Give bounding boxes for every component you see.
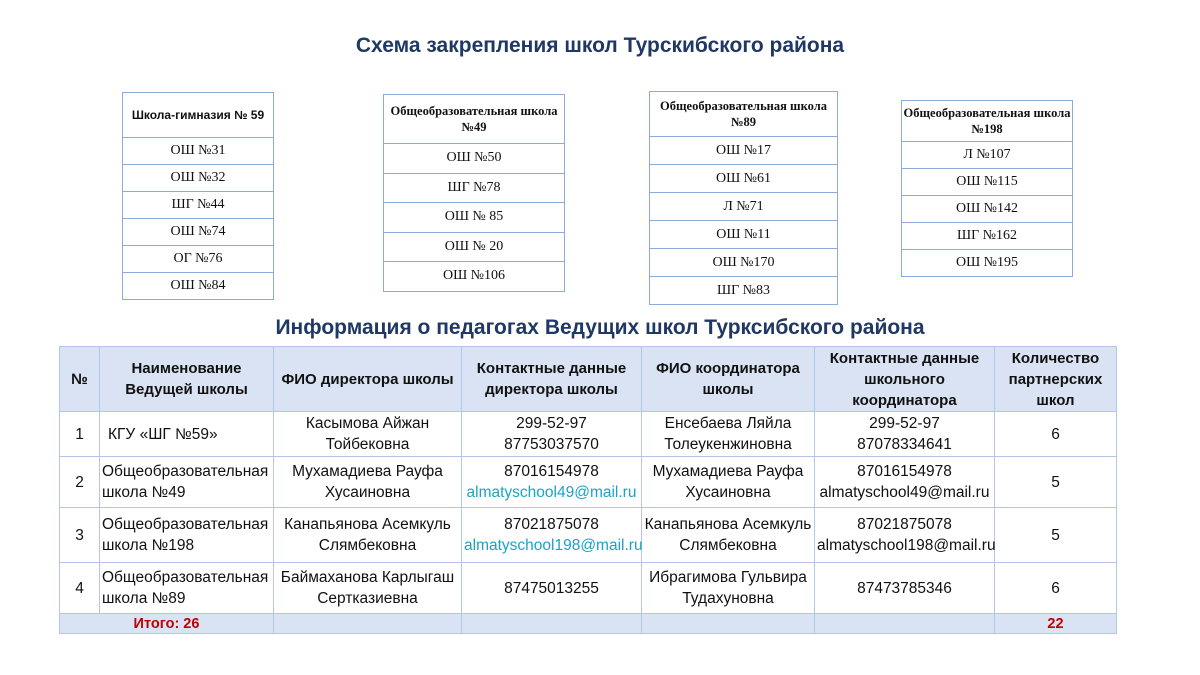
coordinator-email: almatyschool198@mail.ru — [817, 537, 996, 554]
box-item: ШГ №44 — [123, 192, 274, 219]
partner-count: 5 — [995, 457, 1117, 508]
col-header-coordinator-contacts: Контактные данные школьного координатора — [815, 347, 995, 412]
director-phone: 87021875078 — [504, 516, 599, 533]
box-item: ОШ №31 — [123, 138, 274, 165]
total-empty-cell — [642, 614, 815, 634]
teachers-info-table — [59, 346, 1117, 634]
coordinator-phone: 299-52-97 — [869, 415, 940, 432]
box-item: Л №107 — [902, 142, 1073, 169]
table-row — [60, 412, 1117, 457]
director-name: Канапьянова Асемкуль Слямбековна — [274, 508, 462, 563]
total-empty-cell — [274, 614, 462, 634]
col-header-num: № — [60, 347, 100, 412]
col-header-director: ФИО директора школы — [274, 347, 462, 412]
coordinator-phone: 87021875078 — [857, 516, 952, 533]
row-num: 4 — [60, 563, 100, 614]
row-num: 2 — [60, 457, 100, 508]
school-box-49 — [383, 94, 565, 292]
partner-count: 6 — [995, 563, 1117, 614]
box-item: ШГ №162 — [902, 223, 1073, 250]
box-item: ШГ №78 — [384, 173, 565, 203]
box-item: ОШ №61 — [650, 165, 838, 193]
box-header: Общеобразовательная школа №198 — [902, 101, 1073, 142]
box-item: Л №71 — [650, 193, 838, 221]
director-contacts — [462, 563, 642, 614]
total-partners: 22 — [995, 614, 1117, 634]
director-phone: 87016154978 — [504, 463, 599, 480]
school-box-89 — [649, 91, 838, 305]
total-empty-cell — [815, 614, 995, 634]
row-num: 1 — [60, 412, 100, 457]
coordinator-name: Енсебаева Ляйла Толеукенжиновна — [642, 412, 815, 457]
box-item: ОШ №115 — [902, 169, 1073, 196]
director-contact-2: 87753037570 — [504, 436, 599, 453]
director-email-link[interactable]: almatyschool49@mail.ru — [466, 484, 637, 501]
director-email-link[interactable]: almatyschool198@mail.ru — [464, 537, 643, 554]
table-row — [60, 508, 1117, 563]
box-header: Школа-гимназия № 59 — [123, 93, 274, 138]
partner-count: 6 — [995, 412, 1117, 457]
director-contacts — [462, 412, 642, 457]
total-label: Итого: 26 — [60, 614, 274, 634]
partner-count: 5 — [995, 508, 1117, 563]
director-name: Баймаханова Карлыгаш Сертказиевна — [274, 563, 462, 614]
col-header-partners: Количество партнерских школ — [995, 347, 1117, 412]
school-name: Общеобразовательная школа №89 — [100, 563, 274, 614]
box-item: ОШ №32 — [123, 165, 274, 192]
box-item: ОШ №74 — [123, 219, 274, 246]
coordinator-phone: 87016154978 — [857, 463, 952, 480]
box-header: Общеобразовательная школа №49 — [384, 95, 565, 144]
box-item: ОШ №170 — [650, 249, 838, 277]
coordinator-contacts — [815, 457, 995, 508]
box-item: ОШ №50 — [384, 144, 565, 174]
coordinator-contact-2: 87078334641 — [857, 436, 952, 453]
box-item: ОГ №76 — [123, 246, 274, 273]
table-row — [60, 563, 1117, 614]
col-header-school: Наименование Ведущей школы — [100, 347, 274, 412]
coordinator-name: Ибрагимова Гульвира Тудахуновна — [642, 563, 815, 614]
table-row — [60, 457, 1117, 508]
coordinator-name: Мухамадиева Рауфа Хусаиновна — [642, 457, 815, 508]
schema-title: Схема закрепления школ Турскибского района — [355, 34, 845, 57]
school-box-198 — [901, 100, 1073, 277]
coordinator-contacts — [815, 412, 995, 457]
coordinator-name: Канапьянова Асемкуль Слямбековна — [642, 508, 815, 563]
box-item: ОШ №142 — [902, 196, 1073, 223]
box-item: ОШ №195 — [902, 250, 1073, 277]
col-header-coordinator: ФИО координатора школы — [642, 347, 815, 412]
coordinator-contacts — [815, 508, 995, 563]
director-phone: 299-52-97 — [516, 415, 587, 432]
box-item: ОШ № 85 — [384, 203, 565, 233]
box-item: ШГ №83 — [650, 277, 838, 305]
coordinator-email: almatyschool49@mail.ru — [819, 484, 990, 501]
box-item: ОШ №17 — [650, 137, 838, 165]
box-item: ОШ №84 — [123, 273, 274, 300]
box-item: ОШ № 20 — [384, 232, 565, 262]
director-phone: 87475013255 — [504, 579, 599, 597]
row-num: 3 — [60, 508, 100, 563]
director-name: Мухамадиева Рауфа Хусаиновна — [274, 457, 462, 508]
director-contacts — [462, 457, 642, 508]
box-header: Общеобразовательная школа №89 — [650, 92, 838, 137]
coordinator-phone: 87473785346 — [857, 579, 952, 597]
box-item: ОШ №106 — [384, 262, 565, 292]
school-name: КГУ «ШГ №59» — [100, 412, 274, 457]
director-name: Касымова Айжан Тойбековна — [274, 412, 462, 457]
school-name: Общеобразовательная школа №198 — [100, 508, 274, 563]
box-item: ОШ №11 — [650, 221, 838, 249]
info-title: Информация о педагогах Ведущих школ Турксибского района — [275, 316, 925, 339]
school-box-59 — [122, 92, 274, 300]
col-header-director-contacts: Контактные данные директора школы — [462, 347, 642, 412]
school-name: Общеобразовательная школа №49 — [100, 457, 274, 508]
coordinator-contacts — [815, 563, 995, 614]
total-row — [60, 614, 1117, 634]
director-contacts — [462, 508, 642, 563]
total-empty-cell — [462, 614, 642, 634]
table-header-row — [60, 347, 1117, 412]
